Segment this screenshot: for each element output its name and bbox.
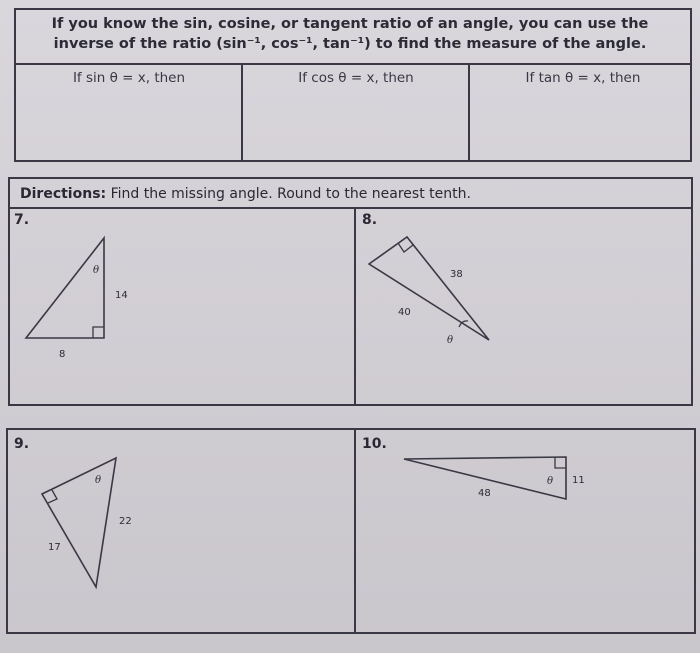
problem-9-side-b: 17 xyxy=(48,542,61,553)
problem-7-side-b: 8 xyxy=(59,349,66,360)
problem-9-triangle xyxy=(42,458,132,587)
problem-8-side-b: 40 xyxy=(398,307,411,318)
problem-7-triangle xyxy=(26,238,128,360)
problem-9-side-a: 22 xyxy=(119,516,132,527)
problem-8-side-a: 38 xyxy=(450,269,463,280)
problem-7-side-a: 14 xyxy=(115,290,128,301)
problem-8-triangle xyxy=(369,237,489,346)
directions-text: Find the missing angle. Round to the nearest tenth. xyxy=(110,186,471,202)
tan-column-label: If tan θ = x, then xyxy=(525,70,641,86)
directions-label: Directions: xyxy=(20,186,107,202)
problem-7-number: 7. xyxy=(14,212,30,228)
problem-9-number: 9. xyxy=(14,436,30,452)
right-angle-mark-7 xyxy=(93,327,104,338)
intro-line-2: inverse of the ratio (sin⁻¹, cos⁻¹, tan⁻¹) to find the measure of the angle. xyxy=(53,36,647,52)
problem-7-angle: θ xyxy=(93,265,100,276)
cos-column-label: If cos θ = x, then xyxy=(298,70,414,86)
sin-column-label: If sin θ = x, then xyxy=(72,70,186,86)
triangle-7-outline xyxy=(26,238,104,338)
problem-10-side-a: 11 xyxy=(572,475,585,486)
problem-8-angle: θ xyxy=(447,335,454,346)
triangle-9-outline xyxy=(42,458,116,587)
problem-10-triangle xyxy=(404,457,585,499)
problem-8-number: 8. xyxy=(362,212,378,228)
right-angle-mark-9 xyxy=(48,490,57,503)
triangle-8-outline xyxy=(369,237,489,340)
problem-10-number: 10. xyxy=(362,436,387,452)
intro-line-1: If you know the sin, cosine, or tangent ratio of an angle, you can use the xyxy=(51,16,649,32)
problem-9-angle: θ xyxy=(95,475,102,486)
right-angle-mark-10 xyxy=(555,457,566,468)
problem-10-angle: θ xyxy=(547,476,554,487)
right-angle-mark-8 xyxy=(398,243,413,252)
problem-10-side-b: 48 xyxy=(478,488,491,499)
